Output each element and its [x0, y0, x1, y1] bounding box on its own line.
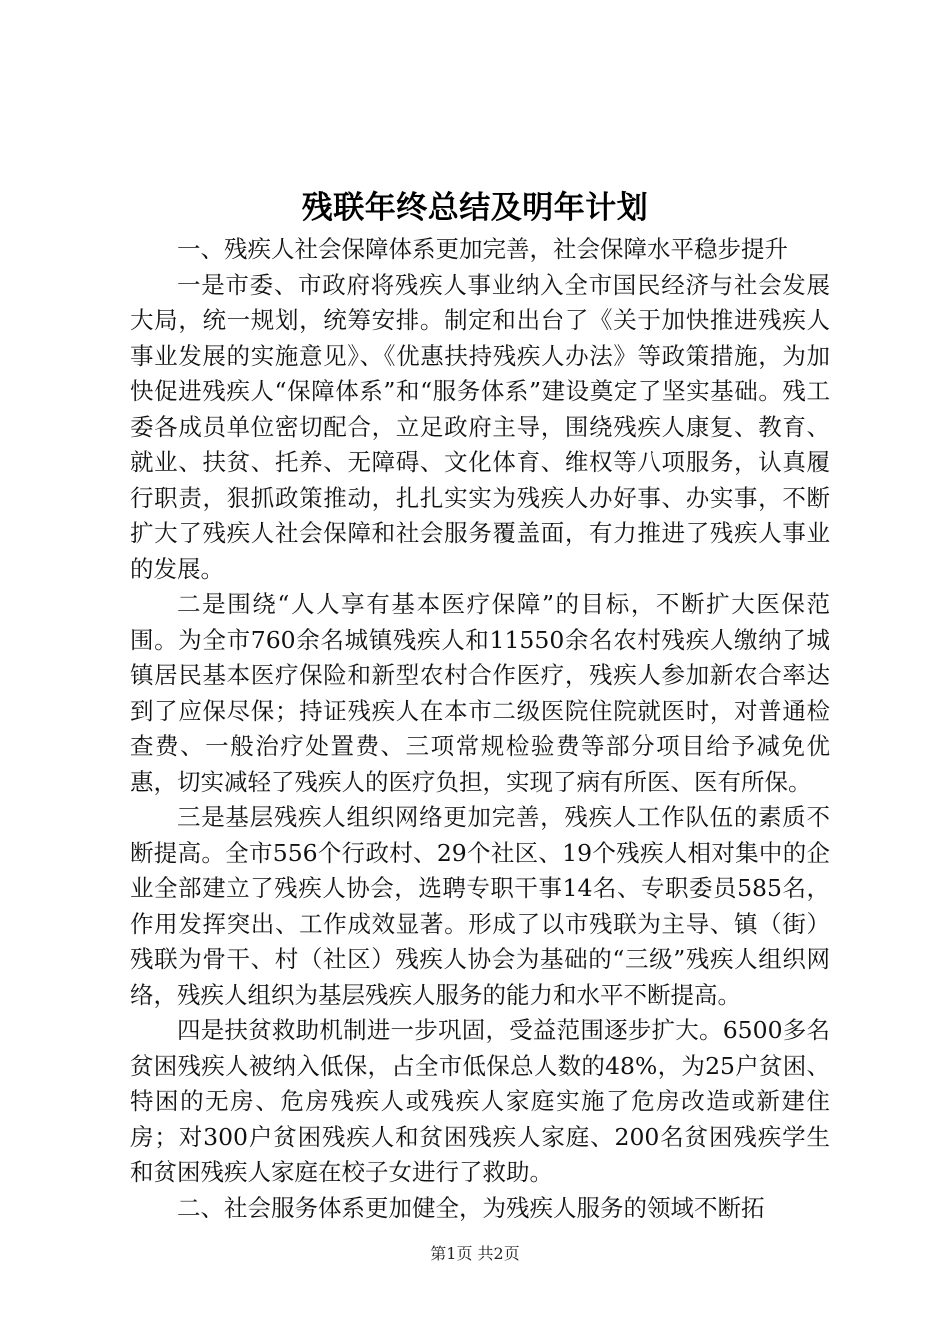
section-heading-2: 二、社会服务体系更加健全，为残疾人服务的领域不断拓 [177, 1193, 765, 1222]
body-paragraph: 一是市委、市政府将残疾人事业纳入全市国民经济与社会发展大局，统一规划，统筹安排。制定和出台了《关于加快推进残疾人事业发展的实施意见》、《优惠扶持残疾人办法》等政策措施，为加快促进残疾人“保障体系”和“服务体系”建设奠定了坚实基础。残工委各成员单位密切配合，立足政府主导，围绕残疾人康复、教育、就业、扶贫、托养、无障碍、文化体育、维权等八项服务，认真履行职责，狠抓政策推动，扎扎实实为残疾人办好事、办实事，不断扩大了残疾人社会保障和社会服务覆盖面，有力推进了残疾人事业的发展。 [130, 270, 830, 583]
document-body [130, 232, 830, 1226]
body-paragraph: 三是基层残疾人组织网络更加完善，残疾人工作队伍的素质不断提高。全市556个行政村、29个社区、19个残疾人相对集中的企业全部建立了残疾人协会，选聘专职干事14名、专职委员585名，作用发挥突出、工作成效显著。形成了以市残联为主导、镇（街）残联为骨干、村（社区）残疾人协会为基础的“三级”残疾人组织网络，残疾人组织为基层残疾人服务的能力和水平不断提高。 [130, 803, 830, 1009]
body-paragraph: 四是扶贫救助机制进一步巩固，受益范围逐步扩大。6500多名贫困残疾人被纳入低保，占全市低保总人数的48%，为25户贫困、特困的无房、危房残疾人或残疾人家庭实施了危房改造或新建住房；对300户贫困残疾人和贫困残疾人家庭、200名贫困残疾学生和贫困残疾人家庭在校子女进行了救助。 [130, 1016, 830, 1186]
body-paragraph: 二是围绕“人人享有基本医疗保障”的目标，不断扩大医保范围。为全市760余名城镇残疾人和11550余名农村残疾人缴纳了城镇居民基本医疗保险和新型农村合作医疗，残疾人参加新农合率达到了应保尽保；持证残疾人在本市二级医院住院就医时，对普通检查费、一般治疗处置费、三项常规检验费等部分项目给予减免优惠，切实减轻了残疾人的医疗负担，实现了病有所医、医有所保。 [130, 590, 830, 796]
document-title: 残联年终总结及明年计划 [301, 190, 649, 226]
section-heading-1: 一、残疾人社会保障体系更加完善，社会保障水平稳步提升 [177, 235, 788, 263]
page-footer: 第1页 共2页 [430, 1244, 520, 1263]
